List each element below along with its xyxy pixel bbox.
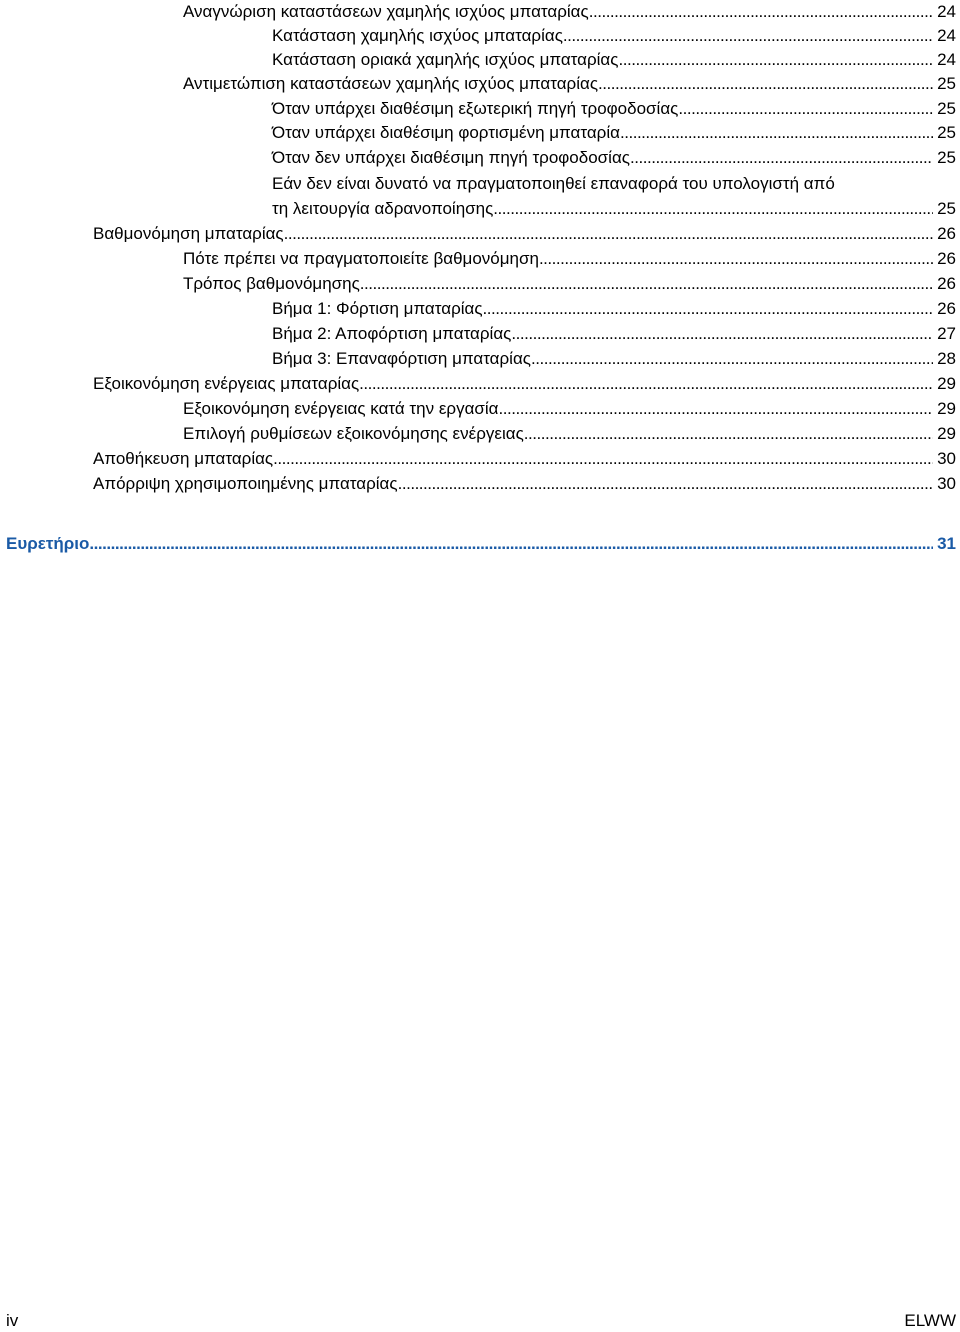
toc-entry[interactable] xyxy=(272,121,956,145)
dot-leader xyxy=(273,447,933,471)
toc-entry[interactable] xyxy=(272,97,956,121)
dot-leader xyxy=(589,0,933,24)
footer-page-number: iv xyxy=(6,1311,19,1330)
toc-entry[interactable] xyxy=(183,0,956,24)
dot-leader xyxy=(483,297,934,321)
toc-index-title: Ευρετήριο xyxy=(6,534,90,553)
toc-entry[interactable] xyxy=(93,222,956,246)
toc-entry-page: 25 xyxy=(937,99,956,118)
toc-entry[interactable] xyxy=(183,422,956,446)
dot-leader xyxy=(539,247,933,271)
toc-index-page: 31 xyxy=(937,534,956,553)
toc-entry-page: 30 xyxy=(937,449,956,468)
toc-entry-title: Εξοικονόμηση ενέργειας μπαταρίας xyxy=(93,374,360,393)
toc-entry[interactable] xyxy=(183,247,956,271)
toc-entry[interactable] xyxy=(272,297,956,321)
toc-entry-page: 25 xyxy=(937,123,956,142)
dot-leader xyxy=(511,322,933,346)
dot-leader xyxy=(678,97,933,121)
dot-leader xyxy=(360,272,933,296)
toc-entry[interactable] xyxy=(272,48,956,72)
toc-entry[interactable] xyxy=(93,447,956,471)
toc-entry-page: 28 xyxy=(937,349,956,368)
toc-entry-page: 29 xyxy=(937,374,956,393)
toc-entry-title: Βήμα 3: Επαναφόρτιση μπαταρίας xyxy=(272,349,531,368)
toc-entry-title: Τρόπος βαθμονόμησης xyxy=(183,274,360,293)
toc-entry-page: 26 xyxy=(937,224,956,243)
dot-leader xyxy=(524,422,933,446)
toc-entry[interactable] xyxy=(183,397,956,421)
toc-entry-title: Βήμα 2: Αποφόρτιση μπαταρίας xyxy=(272,324,512,343)
dot-leader xyxy=(359,372,933,396)
dot-leader xyxy=(563,24,933,48)
toc-entry-title: Εξοικονόμηση ενέργειας κατά την εργασία xyxy=(183,399,499,418)
toc-entry-page: 26 xyxy=(937,274,956,293)
dot-leader xyxy=(499,397,934,421)
toc-entry-page: 24 xyxy=(937,2,956,21)
toc-entry-title: Όταν υπάρχει διαθέσιμη εξωτερική πηγή τροφοδοσίας xyxy=(272,99,679,118)
toc-entry[interactable] xyxy=(272,24,956,48)
toc-entry-title: Βαθμονόμηση μπαταρίας xyxy=(93,224,284,243)
toc-entry-title: Όταν δεν υπάρχει διαθέσιμη πηγή τροφοδοσίας xyxy=(272,148,630,167)
toc-entry[interactable] xyxy=(272,197,956,221)
toc-index-link[interactable] xyxy=(6,532,956,556)
toc-entry-title: Κατάσταση οριακά χαμηλής ισχύος μπαταρίας xyxy=(272,50,619,69)
toc-entry-title-line1[interactable]: Εάν δεν είναι δυνατό να πραγματοποιηθεί επαναφορά του υπολογιστή από xyxy=(272,174,835,193)
dot-leader xyxy=(630,146,933,170)
toc-entry-page: 26 xyxy=(937,299,956,318)
toc-entry-title: Απόρριψη χρησιμοποιημένης μπαταρίας xyxy=(93,474,398,493)
toc-entry-title: τη λειτουργία αδρανοποίησης xyxy=(272,199,494,218)
toc-entry[interactable] xyxy=(272,347,956,371)
toc-entry-page: 25 xyxy=(937,74,956,93)
toc-entry-title: Κατάσταση χαμηλής ισχύος μπαταρίας xyxy=(272,26,563,45)
toc-entry-title: Αναγνώριση καταστάσεων χαμηλής ισχύος μπαταρίας xyxy=(183,2,589,21)
dot-leader xyxy=(620,121,933,145)
dot-leader xyxy=(493,197,933,221)
toc-entry[interactable] xyxy=(183,72,956,96)
toc-entry-title: Όταν υπάρχει διαθέσιμη φορτισμένη μπαταρία xyxy=(272,123,620,142)
toc-entry-page: 25 xyxy=(937,199,956,218)
toc-entry-page: 29 xyxy=(937,399,956,418)
dot-leader xyxy=(598,72,933,96)
toc-entry-page: 25 xyxy=(937,148,956,167)
toc-entry-page: 27 xyxy=(937,324,956,343)
toc-entry-page: 29 xyxy=(937,424,956,443)
toc-entry-page: 30 xyxy=(937,474,956,493)
toc-entry[interactable] xyxy=(93,372,956,396)
toc-entry-title: Επιλογή ρυθμίσεων εξοικονόμησης ενέργειας xyxy=(183,424,524,443)
toc-entry-title: Πότε πρέπει να πραγματοποιείτε βαθμονόμηση xyxy=(183,249,539,268)
dot-leader xyxy=(398,472,934,496)
toc-entry[interactable] xyxy=(183,272,956,296)
toc-entry-title: Βήμα 1: Φόρτιση μπαταρίας xyxy=(272,299,483,318)
toc-entry-title: Αποθήκευση μπαταρίας xyxy=(93,449,274,468)
toc-entry[interactable] xyxy=(272,146,956,170)
dot-leader xyxy=(284,222,933,246)
toc-entry[interactable] xyxy=(93,472,956,496)
toc-entry-page: 24 xyxy=(937,50,956,69)
dot-leader xyxy=(618,48,933,72)
dot-leader xyxy=(531,347,933,371)
dot-leader xyxy=(89,532,933,556)
toc-entry-page: 24 xyxy=(937,26,956,45)
toc-entry[interactable] xyxy=(272,322,956,346)
footer-code: ELWW xyxy=(904,1311,956,1330)
toc-entry-page: 26 xyxy=(937,249,956,268)
toc-entry-title: Αντιμετώπιση καταστάσεων χαμηλής ισχύος μπαταρίας xyxy=(183,74,599,93)
